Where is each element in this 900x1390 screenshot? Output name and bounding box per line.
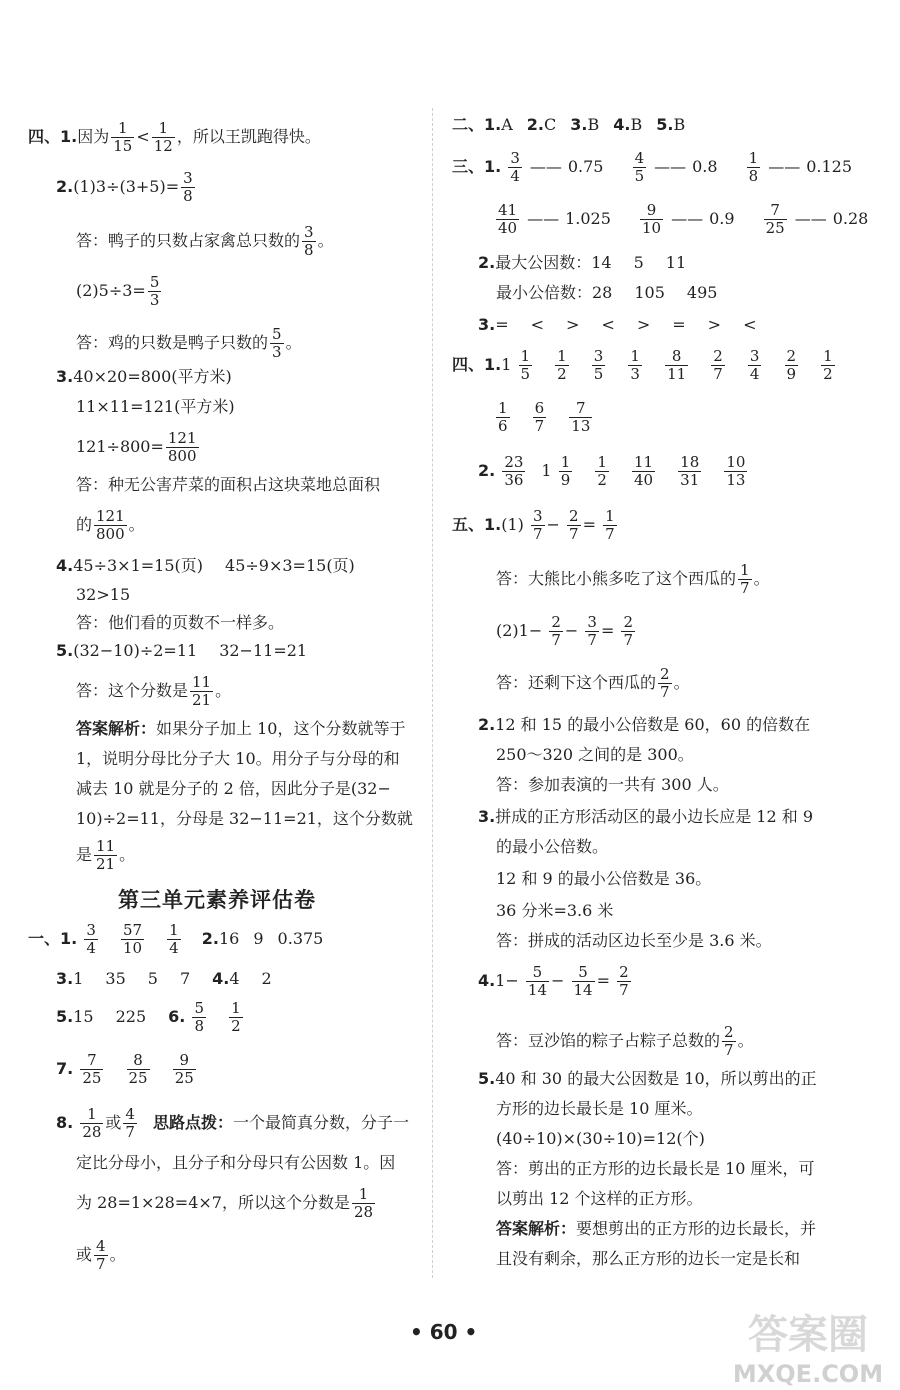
denominator: 8 — [194, 1017, 204, 1035]
fraction — [192, 1000, 206, 1035]
numerator: 1 — [605, 507, 615, 525]
item-number: 6. — [168, 1007, 186, 1026]
fraction — [603, 508, 617, 543]
numerator: 7 — [764, 202, 787, 220]
left-line-22: 3.1 35 5 7 4.4 2 — [56, 969, 272, 988]
item-number: 3. — [478, 315, 496, 334]
numerator: 3 — [304, 223, 314, 241]
fraction — [711, 348, 725, 383]
denominator: 10 — [122, 939, 143, 957]
fraction — [302, 224, 316, 259]
numerator: 1 — [111, 120, 134, 138]
denominator: 28 — [82, 1123, 102, 1141]
fraction — [94, 1238, 108, 1273]
numerator: 9 — [640, 202, 663, 220]
section-number: 四、1. — [452, 355, 502, 374]
numerator: 1 — [560, 453, 571, 471]
numerator: 2 — [619, 963, 629, 981]
numerator: 2 — [569, 507, 579, 525]
item-number: 3. — [56, 367, 74, 386]
fraction — [80, 1106, 103, 1141]
fraction — [167, 922, 181, 957]
fraction — [569, 400, 592, 435]
fraction — [555, 348, 569, 383]
right-line-6: 3.= < > < > = > < — [478, 315, 757, 334]
fraction — [628, 348, 642, 383]
right-line-8 — [494, 400, 594, 435]
fraction — [722, 1024, 736, 1059]
numerator: 1 — [352, 1186, 375, 1204]
numerator: 4 — [634, 149, 645, 167]
numerator: 41 — [498, 201, 518, 219]
left-line-26: 定比分母小，且分子和分母只有公因数 1。因 — [76, 1153, 396, 1172]
fraction — [127, 1052, 150, 1087]
left-line-13: 答：他们看的页数不一样多。 — [76, 613, 285, 632]
fraction — [549, 614, 563, 649]
left-line-28: 或 $\frac{4}{7}$ 。 — [76, 1237, 126, 1273]
fraction — [724, 454, 747, 489]
denominator: 25 — [82, 1069, 102, 1087]
fraction — [496, 400, 510, 435]
denominator: 5 — [593, 365, 604, 383]
left-line-10: 的 $\frac{121}{800}$ 。 — [76, 507, 145, 543]
denominator: 21 — [192, 691, 212, 709]
left-line-25: 8. $\frac{1}{28}$ 或 $\frac{4}{7}$ 思路点拨：一个最简真分数，分子一 — [56, 1105, 409, 1141]
item-number: 3. — [478, 807, 496, 826]
numerator: 5 — [149, 273, 160, 291]
analysis-label: 答案解析： — [76, 719, 157, 738]
hint-label: 思路点拨： — [152, 1113, 233, 1132]
left-line-3: 答：鸭子的只数占家禽总只数的 $\frac{3}{8}$ 。 — [76, 223, 334, 259]
fraction — [592, 348, 606, 383]
numerator: 3 — [86, 921, 96, 939]
fraction — [785, 348, 799, 383]
fraction — [633, 150, 647, 185]
right-line-7: 四、1.1 $\frac{1}{5}$ $\frac{1}{2}$ $\frac{3}{5}$ $\frac{1}{3}$ $\frac{8}{11}$ $\frac{2}{7}$ $\frac{3}{4}$ $\frac{2}{9}$ $\frac{1}{2}$ — [452, 347, 833, 383]
denominator: 7 — [96, 1255, 106, 1273]
numerator: 23 — [504, 453, 524, 471]
fraction — [526, 964, 549, 999]
fraction — [585, 614, 599, 649]
numerator: 7 — [80, 1052, 103, 1070]
numerator: 2 — [623, 613, 633, 631]
fraction — [166, 430, 199, 465]
right-line-1: 二、1.A 2.C 3.B 4.B 5.B — [452, 115, 686, 134]
numerator: 2 — [713, 347, 723, 365]
denominator: 14 — [573, 981, 593, 999]
fraction — [152, 120, 175, 155]
left-line-5: 答：鸡的只数是鸭子只数的 $\frac{5}{3}$ 。 — [76, 325, 302, 361]
column-divider — [432, 108, 433, 1278]
right-line-29: 答案解析：要想剪出的正方形的边长最长，并 — [496, 1219, 817, 1238]
fraction — [658, 666, 672, 701]
fraction — [533, 400, 547, 435]
denominator: 40 — [633, 471, 654, 489]
left-line-8: 121÷800= $\frac{121}{800}$ — [76, 429, 197, 465]
numerator: 1 — [169, 921, 179, 939]
right-line-3: $\frac{41}{40}$ —— 1.025 $\frac{9}{10}$ —— 0.9 $\frac{7}{25}$ —— 0.28 — [498, 201, 869, 237]
section-number: 五、1. — [452, 515, 502, 534]
fraction — [617, 964, 631, 999]
item-number: 5. — [56, 641, 74, 660]
fraction — [519, 348, 533, 383]
left-line-24 — [56, 1052, 198, 1087]
numerator: 121 — [167, 429, 197, 447]
item-number: 4. — [56, 556, 74, 575]
fraction — [121, 922, 144, 957]
right-line-27: 答：剪出的正方形的边长最长是 10 厘米，可 — [496, 1159, 815, 1178]
right-line-28: 以剪出 12 个这样的正方形。 — [496, 1189, 703, 1208]
denominator: 7 — [125, 1123, 135, 1141]
item-number: 5. — [478, 1069, 496, 1088]
right-line-14: 2.12 和 15 的最小公倍数是 60，60 的倍数在 — [478, 715, 811, 734]
fraction — [621, 614, 635, 649]
numerator: 3 — [510, 149, 520, 167]
right-line-20: 36 分米=3.6 米 — [496, 901, 614, 920]
numerator: 1 — [231, 999, 241, 1017]
item-number: 2. — [478, 253, 496, 272]
fraction — [640, 202, 663, 237]
fraction — [181, 170, 195, 205]
numerator: 8 — [665, 348, 688, 366]
section-number: 二、1. — [452, 115, 502, 134]
right-line-12: (2)1− $\frac{2}{7}$ − $\frac{3}{7}$ = $\frac{2}{7}$ — [496, 613, 633, 649]
fraction — [821, 348, 835, 383]
left-line-15: 答：这个分数是 $\frac{11}{21}$ 。 — [76, 673, 232, 709]
denominator: 9 — [786, 365, 797, 383]
watermark-logo — [716, 1300, 900, 1390]
item-number: 3. — [56, 969, 74, 988]
right-line-2: 三、1. $\frac{3}{4}$ —— 0.75 $\frac{4}{5}$ —— 0.8 $\frac{1}{8}$ —— 0.125 — [452, 149, 853, 185]
denominator: 11 — [667, 365, 687, 383]
numerator: 2 — [724, 1023, 734, 1041]
item-number: 2. — [478, 715, 496, 734]
numerator: 9 — [173, 1052, 196, 1070]
fraction — [270, 326, 284, 361]
fraction — [665, 348, 688, 383]
denominator: 13 — [571, 417, 591, 435]
section-title: 第三单元素养评估卷 — [118, 888, 316, 912]
numerator: 11 — [633, 453, 654, 471]
denominator: 7 — [623, 631, 633, 649]
denominator: 25 — [765, 219, 785, 237]
denominator: 4 — [86, 939, 96, 957]
numerator: 3 — [532, 507, 543, 525]
item-number: 4. — [212, 969, 230, 988]
fraction — [94, 838, 117, 873]
denominator: 15 — [113, 137, 133, 155]
numerator: 1 — [740, 561, 750, 579]
numerator: 1 — [823, 347, 833, 365]
denominator: 2 — [557, 365, 567, 383]
right-line-22: 4.1− $\frac{5}{14}$ − $\frac{5}{14}$ = $\frac{2}{7}$ — [478, 963, 629, 999]
numerator: 1 — [557, 347, 567, 365]
numerator: 5 — [272, 325, 282, 343]
right-line-21: 答：拼成的活动区边长至少是 3.6 米。 — [496, 931, 772, 950]
right-line-10: 五、1.(1) $\frac{3}{7}$ − $\frac{2}{7}$ = $\frac{1}{7}$ — [452, 507, 615, 543]
section-number: 一、1. — [28, 929, 78, 948]
numerator: 1 — [80, 1106, 103, 1124]
item-number: 8. — [56, 1113, 74, 1132]
denominator: 25 — [128, 1069, 148, 1087]
fraction — [496, 202, 519, 237]
right-line-19: 12 和 9 的最小公倍数是 36。 — [496, 869, 712, 888]
numerator: 121 — [96, 507, 125, 525]
left-line-20: 是 $\frac{11}{21}$ 。 — [76, 837, 136, 873]
denominator: 7 — [605, 525, 615, 543]
denominator: 7 — [713, 365, 723, 383]
denominator: 4 — [749, 365, 760, 383]
left-line-27: 为 28=1×28=4×7，所以这个分数是 $\frac{1}{28}$ — [76, 1185, 374, 1221]
denominator: 31 — [680, 471, 700, 489]
fraction — [764, 202, 787, 237]
numerator: 1 — [498, 399, 508, 417]
fraction — [531, 508, 545, 543]
denominator: 7 — [619, 981, 629, 999]
numerator: 1 — [520, 347, 531, 365]
page-number: • 60 • — [410, 1320, 478, 1344]
numerator: 3 — [183, 169, 193, 187]
fraction — [94, 508, 127, 543]
numerator: 5 — [526, 964, 549, 982]
numerator: 1 — [597, 453, 607, 471]
right-line-9: 2. $\frac{23}{36}$ 1 $\frac{1}{9}$ $\frac{1}{2}$ $\frac{11}{40}$ $\frac{18}{31}$ $\frac{10}{13}$ — [478, 453, 746, 489]
denominator: 28 — [353, 1203, 374, 1221]
right-line-16: 答：参加表演的一共有 300 人。 — [496, 775, 729, 794]
fraction — [632, 454, 655, 489]
right-line-17: 3.拼成的正方形活动区的最小边长应是 12 和 9 — [478, 807, 814, 826]
section-number: 四、1. — [28, 127, 78, 146]
analysis-label: 答案解析： — [496, 1219, 577, 1238]
numerator: 1 — [152, 120, 175, 138]
right-line-30: 且没有剩余，那么正方形的边长一定是长和 — [496, 1249, 801, 1268]
item-number: 2. — [56, 177, 74, 196]
denominator: 21 — [96, 855, 116, 873]
numerator: 5 — [194, 999, 204, 1017]
denominator: 800 — [167, 447, 197, 465]
denominator: 9 — [560, 471, 571, 489]
item-number: 4. — [478, 971, 496, 990]
item-number: 2. — [201, 929, 219, 948]
denominator: 2 — [597, 471, 607, 489]
denominator: 25 — [174, 1069, 194, 1087]
numerator: 3 — [593, 347, 604, 365]
denominator: 7 — [532, 525, 543, 543]
left-line-23: 5.15 225 6. $\frac{5}{8}$ $\frac{1}{2}$ — [56, 999, 241, 1035]
right-line-13: 答：还剩下这个西瓜的 $\frac{2}{7}$ 。 — [496, 665, 690, 701]
denominator: 40 — [498, 219, 518, 237]
denominator: 5 — [520, 365, 531, 383]
left-line-11: 4.45÷3×1=15(页) 45÷9×3=15(页) — [56, 556, 355, 575]
left-line-19: 10)÷2=11，分母是 32−11=21，这个分数就 — [76, 809, 413, 828]
denominator: 13 — [726, 471, 746, 489]
left-line-17: 1，说明分母比分子大 10。用分子与分母的和 — [76, 749, 400, 768]
right-line-11: 答：大熊比小熊多吃了这个西瓜的 $\frac{1}{7}$ 。 — [496, 561, 770, 597]
denominator: 7 — [569, 525, 579, 543]
denominator: 7 — [660, 683, 670, 701]
denominator: 2 — [231, 1017, 241, 1035]
fraction — [748, 348, 762, 383]
denominator: 6 — [498, 417, 508, 435]
fraction — [738, 562, 752, 597]
fraction — [572, 964, 595, 999]
fraction — [190, 674, 213, 709]
denominator: 7 — [534, 417, 545, 435]
numerator: 57 — [122, 921, 143, 939]
right-line-5: 最小公倍数：28 105 495 — [496, 283, 718, 302]
denominator: 5 — [634, 167, 645, 185]
right-line-25: 方形的边长最长是 10 厘米。 — [496, 1099, 703, 1118]
fraction — [559, 454, 573, 489]
denominator: 7 — [740, 579, 750, 597]
right-line-18: 的最小公倍数。 — [496, 837, 609, 856]
fraction — [84, 922, 98, 957]
denominator: 800 — [96, 525, 125, 543]
numerator: 3 — [749, 347, 760, 365]
left-line-14: 5.(32−10)÷2=11 32−11=21 — [56, 641, 308, 660]
denominator: 3 — [272, 343, 282, 361]
left-line-1: 四、1.因为 $\frac{1}{15}$ < $\frac{1}{12}$ ，所以王凯跑得快。 — [28, 119, 321, 155]
fraction — [502, 454, 525, 489]
left-line-7: 11×11=121(平方米) — [76, 397, 235, 416]
fraction — [173, 1052, 196, 1087]
item-number: 5. — [56, 1007, 74, 1026]
watermark-bottom-text: MXQE.COM — [732, 1360, 884, 1388]
fraction — [747, 150, 761, 185]
numerator: 1 — [748, 149, 759, 167]
numerator: 2 — [660, 665, 670, 683]
watermark-top-text: 答案圈 — [748, 1312, 868, 1358]
numerator: 5 — [572, 964, 595, 982]
fraction — [80, 1052, 103, 1087]
denominator: 7 — [587, 631, 597, 649]
denominator: 10 — [642, 219, 662, 237]
denominator: 12 — [153, 137, 173, 155]
denominator: 14 — [527, 981, 547, 999]
denominator: 8 — [748, 167, 759, 185]
denominator: 2 — [823, 365, 833, 383]
denominator: 4 — [169, 939, 179, 957]
item-number: 7. — [56, 1059, 74, 1078]
numerator: 4 — [96, 1237, 106, 1255]
right-line-15: 250～320 之间的是 300。 — [496, 745, 694, 764]
numerator: 18 — [680, 453, 700, 471]
section-number: 三、1. — [452, 157, 502, 176]
fraction — [148, 274, 162, 309]
right-line-24: 5.40 和 30 的最大公因数是 10，所以剪出的正 — [478, 1069, 817, 1088]
left-line-9: 答：种无公害芹菜的面积占这块菜地总面积 — [76, 475, 381, 494]
numerator: 8 — [127, 1052, 150, 1070]
fraction — [567, 508, 581, 543]
numerator: 2 — [786, 347, 797, 365]
denominator: 8 — [183, 187, 193, 205]
right-line-4: 2.最大公因数：14 5 11 — [478, 253, 687, 272]
numerator: 3 — [587, 613, 597, 631]
fraction — [229, 1000, 243, 1035]
item-number: 2. — [478, 461, 496, 480]
numerator: 4 — [125, 1105, 135, 1123]
fraction — [508, 150, 522, 185]
numerator: 2 — [551, 613, 561, 631]
left-line-21: 一、1. $\frac{3}{4}$ $\frac{57}{10}$ $\frac{1}{4}$ 2.16 9 0.375 — [28, 921, 324, 957]
right-line-26: (40÷10)×(30÷10)=12(个) — [496, 1129, 705, 1148]
fraction — [352, 1186, 375, 1221]
left-line-4: (2)5÷3= $\frac{5}{3}$ — [76, 273, 160, 309]
left-line-2: 2.(1)3÷(3+5)= $\frac{3}{8}$ — [56, 169, 193, 205]
denominator: 7 — [724, 1041, 734, 1059]
fraction — [678, 454, 701, 489]
denominator: 3 — [630, 365, 640, 383]
left-line-18: 减去 10 就是分子的 2 倍，因此分子是(32− — [76, 779, 391, 798]
fraction — [595, 454, 609, 489]
denominator: 36 — [504, 471, 524, 489]
denominator: 7 — [551, 631, 561, 649]
numerator: 11 — [192, 673, 212, 691]
denominator: 4 — [510, 167, 520, 185]
denominator: 3 — [149, 291, 160, 309]
denominator: 8 — [304, 241, 314, 259]
numerator: 1 — [630, 347, 640, 365]
numerator: 7 — [569, 400, 592, 418]
left-line-6: 3.40×20=800(平方米) — [56, 367, 232, 386]
fraction — [111, 120, 134, 155]
numerator: 10 — [726, 453, 746, 471]
fraction — [123, 1106, 137, 1141]
left-line-12: 32>15 — [76, 585, 131, 604]
numerator: 6 — [534, 399, 545, 417]
right-line-23: 答：豆沙馅的粽子占粽子总数的 $\frac{2}{7}$ 。 — [496, 1023, 754, 1059]
numerator: 11 — [96, 837, 116, 855]
left-line-16: 答案解析：如果分子加上 10，这个分数就等于 — [76, 719, 406, 738]
